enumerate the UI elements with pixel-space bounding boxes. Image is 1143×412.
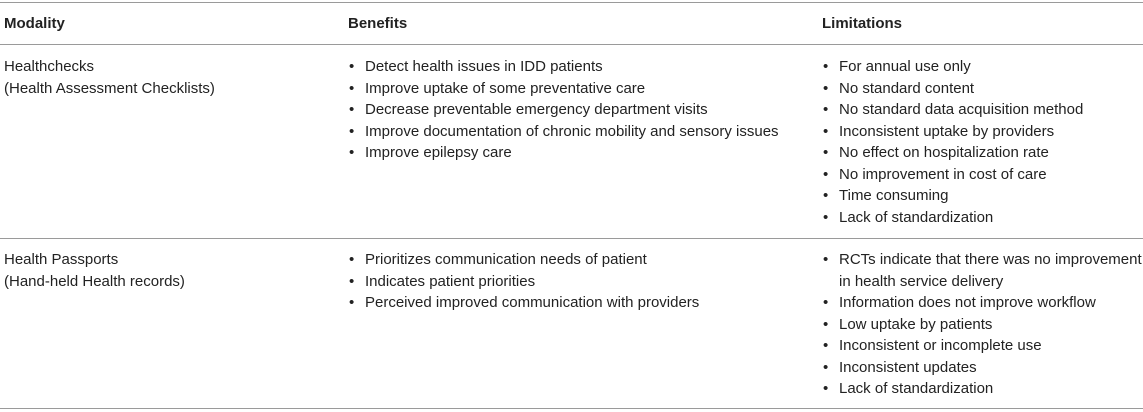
list-item: • Indicates patient priorities <box>348 271 699 293</box>
modality-name: Healthchecks <box>4 58 95 75</box>
list-item: • Inconsistent updates <box>822 357 1142 379</box>
list-item: • Improve epilepsy care <box>348 142 779 164</box>
list-item: • Improve uptake of some preventative care <box>348 78 779 100</box>
list-item: • No standard content <box>822 78 1083 100</box>
list-item: • Improve documentation of chronic mobility and sensory issues <box>348 121 779 143</box>
list-item: • Inconsistent or incomplete use <box>822 335 1142 357</box>
header-benefits: Benefits <box>348 15 408 32</box>
list-item: • Perceived improved communication with providers <box>348 292 699 314</box>
list-item-line: in health service delivery <box>839 272 1004 290</box>
modality-name: Health Passports <box>4 251 119 268</box>
header-modality: Modality <box>4 15 65 32</box>
modality-subtitle: (Health Assessment Checklists) <box>4 79 215 97</box>
list-item: • No improvement in cost of care <box>822 164 1083 186</box>
list-item: • Lack of standardization <box>822 207 1083 229</box>
list-item: • Prioritizes communication needs of patient <box>348 249 699 271</box>
list-item: • For annual use only <box>822 56 1083 78</box>
row-divider <box>0 238 1143 239</box>
row-2-modality <box>4 249 185 292</box>
row-2-limitations <box>822 249 1142 400</box>
bottom-rule <box>0 408 1143 409</box>
row-1-limitations <box>822 56 1083 228</box>
modality-subtitle: (Hand-held Health records) <box>4 272 185 290</box>
list-item: • Lack of standardization <box>822 378 1142 400</box>
header-rule <box>0 44 1143 45</box>
top-rule <box>0 2 1143 3</box>
row-2-benefits <box>348 249 699 314</box>
row-1-modality <box>4 56 215 99</box>
list-item: • Information does not improve workflow <box>822 292 1142 314</box>
row-1-benefits <box>348 56 779 164</box>
list-item <box>822 249 1142 292</box>
list-item: • Inconsistent uptake by providers <box>822 121 1083 143</box>
list-item: • No standard data acquisition method <box>822 99 1083 121</box>
list-item: • Detect health issues in IDD patients <box>348 56 779 78</box>
list-item: • Low uptake by patients <box>822 314 1142 336</box>
header-limitations: Limitations <box>822 15 903 32</box>
list-item: • No effect on hospitalization rate <box>822 142 1083 164</box>
list-item-line: • RCTs indicate that there was no improvement <box>839 251 1142 268</box>
list-item: • Decrease preventable emergency department visits <box>348 99 779 121</box>
list-item: • Time consuming <box>822 185 1083 207</box>
